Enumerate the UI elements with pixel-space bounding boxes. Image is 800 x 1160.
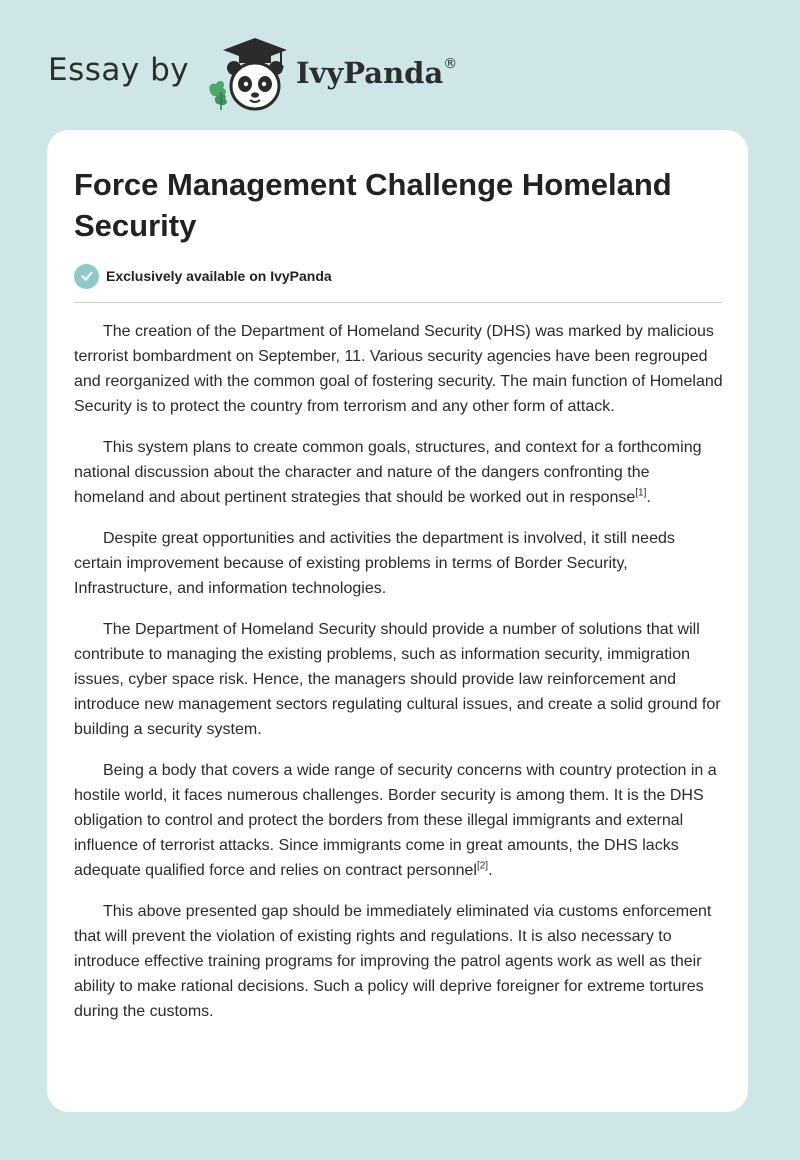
- paragraph: This system plans to create common goals, structures, and context for a forthcoming national discussion about the character and nature of the dangers confronting the homeland and about pertinent strategies that should be worked out in response[1].: [74, 439, 702, 506]
- essay-card: [47, 130, 748, 1112]
- essay-by-label: Essay by: [48, 52, 190, 88]
- footnote-ref-link[interactable]: [1]: [635, 487, 647, 499]
- page-title: Force Management Challenge Homeland Security: [74, 167, 672, 243]
- divider: [74, 302, 722, 303]
- exclusive-label: Exclusively available on IvyPanda: [106, 268, 332, 284]
- ivypanda-logo-icon[interactable]: [201, 34, 293, 114]
- paragraph: This above presented gap should be immediately eliminated via customs enforcement that will prevent the violation of existing rights and regulations. It is also necessary to introduce effective training programs for improving the patrol agents work as well as their ability to make rational decisions. Such a policy will deprive foreigner for extreme tortures during the customs.: [74, 903, 712, 1020]
- check-icon: [74, 264, 99, 289]
- paragraph: The Department of Homeland Security should provide a number of solutions that will contribute to managing the existing problems, such as information security, immigration issues, cyber space risk. Hence, the managers should provide law reinforcement and introduce new management sectors regulating cultural issues, and create a solid ground for building a security system.: [74, 621, 721, 738]
- registered-mark: ®: [443, 56, 458, 73]
- site-header: [48, 30, 548, 110]
- paragraph: Despite great opportunities and activities the department is involved, it still needs certain improvement because of existing problems in terms of Border Security, Infrastructure, and information technologies.: [74, 530, 675, 597]
- footnote-ref-link[interactable]: [2]: [476, 860, 489, 872]
- paragraph: The creation of the Department of Homeland Security (DHS) was marked by malicious terrorist bombardment on September, 11. Various security agencies have been regrouped and reorganized with the common goal of fostering security. The main function of Homeland Security is to protect the country from terrorism and any other form of attack.: [74, 323, 723, 415]
- exclusive-badge: [74, 263, 332, 289]
- paragraph: Being a body that covers a wide range of security concerns with country protection in a hostile world, it faces numerous challenges. Border security is among them. It is the DHS obligation to control and protect the borders from these illegal immigrants and external influence of terrorist attacks. Since immigrants come in great amounts, the DHS lacks adequate qualified force and relies on contract personnel[2].: [74, 762, 717, 879]
- essay-body: [74, 319, 724, 1040]
- brand-name[interactable]: IvyPanda®: [296, 56, 458, 90]
